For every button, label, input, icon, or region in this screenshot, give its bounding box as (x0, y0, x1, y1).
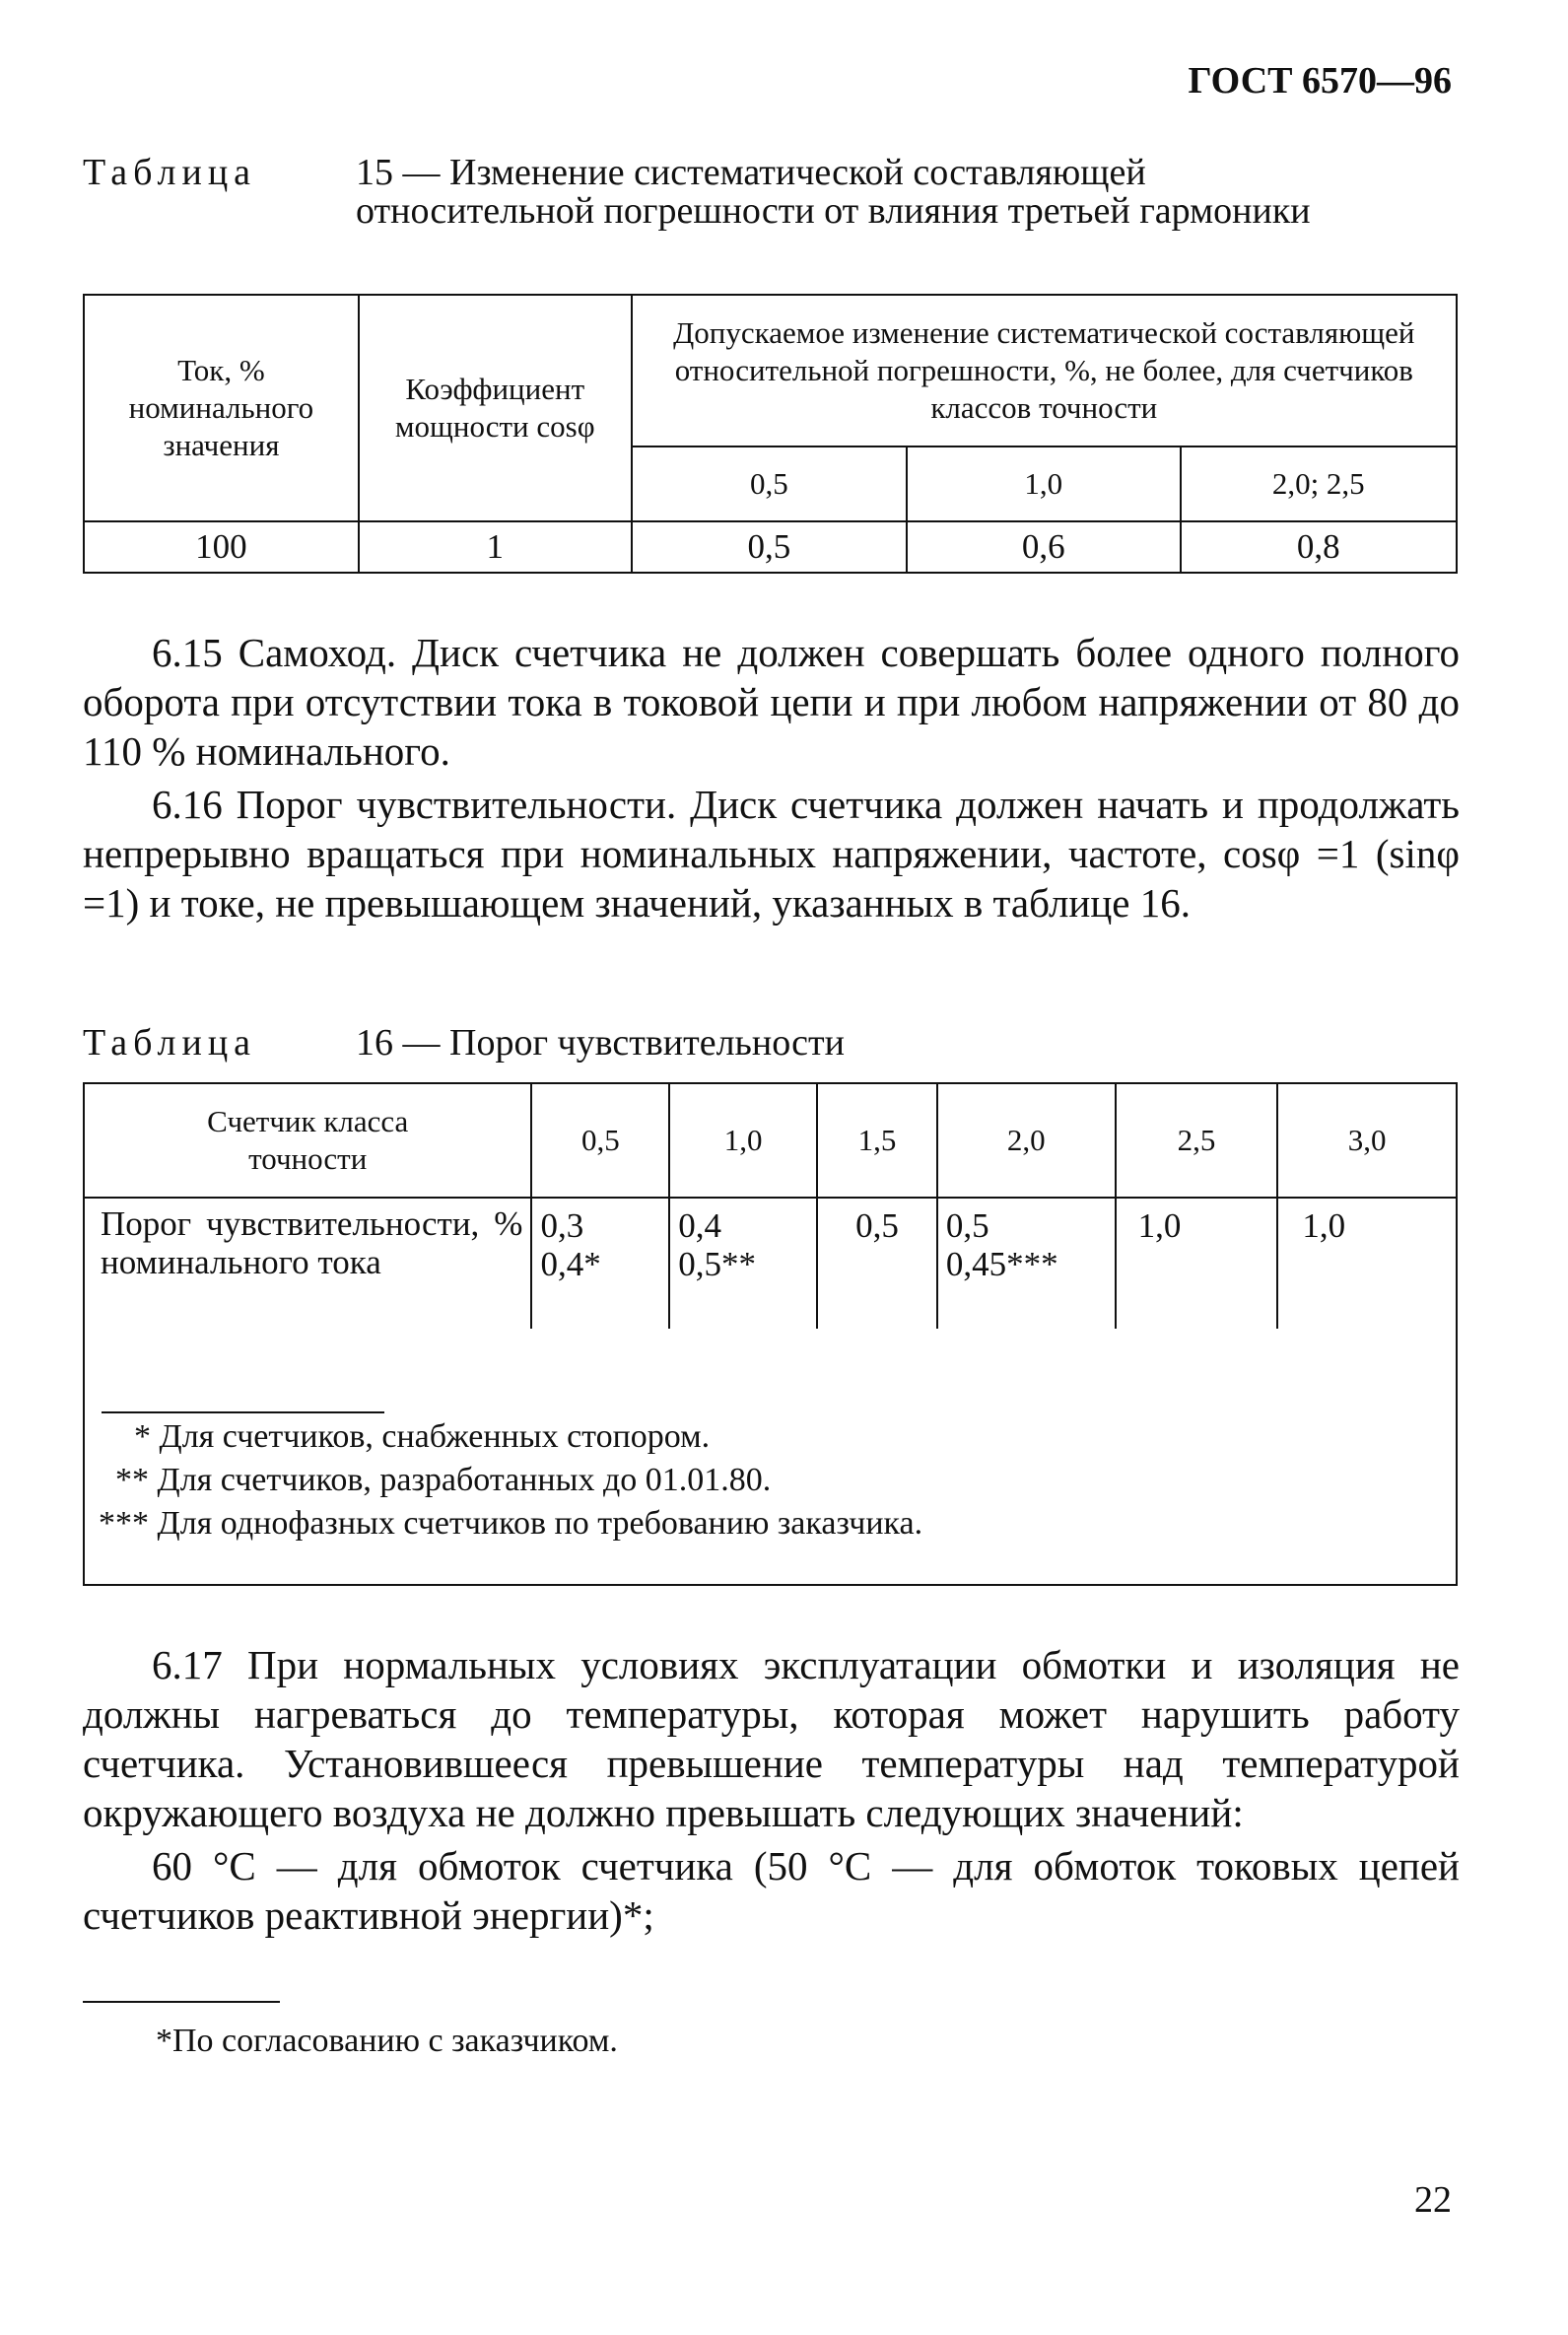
table16-value-alt: 0,45*** (945, 1245, 1058, 1283)
table16-notes-rule (102, 1411, 384, 1413)
table16-value-cell (1277, 1198, 1457, 1329)
paragraph-6-17-temp: 60 °С — для обмоток счетчика (50 °С — для обмоток токовых цепей счетчиков реактивной энергии)*; (83, 1843, 1460, 1938)
table15-group-header: Допускаемое изменение систематической составляющей относительной погрешности, %, не более, для счетчиков классов точности (632, 295, 1457, 446)
table16-value: 1,0 (1137, 1206, 1182, 1245)
page-number: 22 (1414, 2179, 1452, 2221)
table15-subheader-class: 0,5 (632, 446, 907, 521)
paragraph-6-17: 6.17 При нормальных условиях эксплуатации обмотки и изоляция не должны нагреваться до температуры, которая может нарушить работу счетчика. Установившееся превышение температуры над температурой окружающего воздуха не должно превышать следующих значений: (83, 1642, 1460, 1835)
table15-subheader-class: 1,0 (907, 446, 1180, 521)
note-mark: ** (115, 1462, 149, 1498)
paragraphs-615-616 (83, 628, 1460, 927)
table15-cell: 100 (84, 521, 359, 573)
table16-class-header: 3,0 (1277, 1083, 1457, 1198)
table16-value-cell (937, 1198, 1116, 1329)
table16-class-header: 2,5 (1116, 1083, 1278, 1198)
table16-header-label: Счетчик класса точности (84, 1083, 531, 1198)
table16-note (99, 1502, 922, 1545)
table16-value: 0,5 (945, 1206, 989, 1245)
table16-caption-word: Таблица (83, 1022, 257, 1064)
table15 (83, 294, 1458, 574)
table15-caption-word: Таблица (83, 152, 257, 193)
footnote: *По согласованию с заказчиком. (156, 2023, 618, 2059)
note-text: Для однофазных счетчиков по требованию заказчика. (157, 1505, 923, 1542)
table15-caption-text: 15 — Изменение систематической составляющей относительной погрешности от влияния третьей гармоники (356, 152, 1311, 232)
table16-value: 0,3 (540, 1206, 584, 1245)
table15-col-power-factor-header: Коэффициент мощности cosφ (359, 295, 632, 521)
paragraph-6-16: 6.16 Порог чувствительности. Диск счетчика должен начать и продолжать непрерывно вращаться при номинальных напряжении, частоте, cosφ =1 (sinφ =1) и токе, не превышающем значений, указанных в таблице 16. (83, 782, 1460, 926)
table16-value-cell (669, 1198, 817, 1329)
footnote-rule (83, 2001, 280, 2003)
table16-note (99, 1459, 922, 1502)
table16-row-label: Порог чувствительности, % номинального тока (84, 1198, 531, 1329)
table15-subheader-class: 2,0; 2,5 (1181, 446, 1457, 521)
paragraph-6-17-block (83, 1640, 1460, 1940)
note-text: Для счетчиков, разработанных до 01.01.80. (157, 1462, 772, 1498)
table16-notes (99, 1415, 922, 1545)
table16-class-header: 2,0 (937, 1083, 1116, 1198)
table15-caption (83, 154, 1394, 231)
table16-caption-text: 16 — Порог чувствительности (356, 1022, 845, 1064)
table16-value-alt: 0,5** (678, 1245, 756, 1283)
table16-class-header: 1,0 (669, 1083, 817, 1198)
table16-value-cell (1116, 1198, 1278, 1329)
table16-value: 0,4 (678, 1206, 721, 1245)
table15-cell: 0,5 (632, 521, 907, 573)
table16-value-alt: 0,4* (540, 1245, 601, 1283)
table15-cell: 0,8 (1181, 521, 1457, 573)
table15-cell: 1 (359, 521, 632, 573)
paragraph-6-15: 6.15 Самоход. Диск счетчика не должен совершать более одного полного оборота при отсутствии тока в токовой цепи и при любом напряжении от 80 до 110 % номинального. (83, 630, 1460, 774)
note-text: Для счетчиков, снабженных стопором. (159, 1418, 711, 1455)
note-mark: *** (99, 1505, 149, 1542)
table15-cell: 0,6 (907, 521, 1180, 573)
table16-class-header: 0,5 (531, 1083, 669, 1198)
table16-value: 1,0 (1302, 1206, 1346, 1245)
table15-col-current-header: Ток, % номинального значения (84, 295, 359, 521)
table16-value-cell (817, 1198, 937, 1329)
table16-value: 0,5 (855, 1206, 899, 1245)
table16-note (99, 1415, 922, 1459)
note-mark: * (134, 1418, 151, 1455)
table16-value-cell (531, 1198, 669, 1329)
standard-code: ГОСТ 6570—96 (1188, 60, 1452, 102)
table16-class-header: 1,5 (817, 1083, 937, 1198)
table16-caption (83, 1024, 1394, 1063)
